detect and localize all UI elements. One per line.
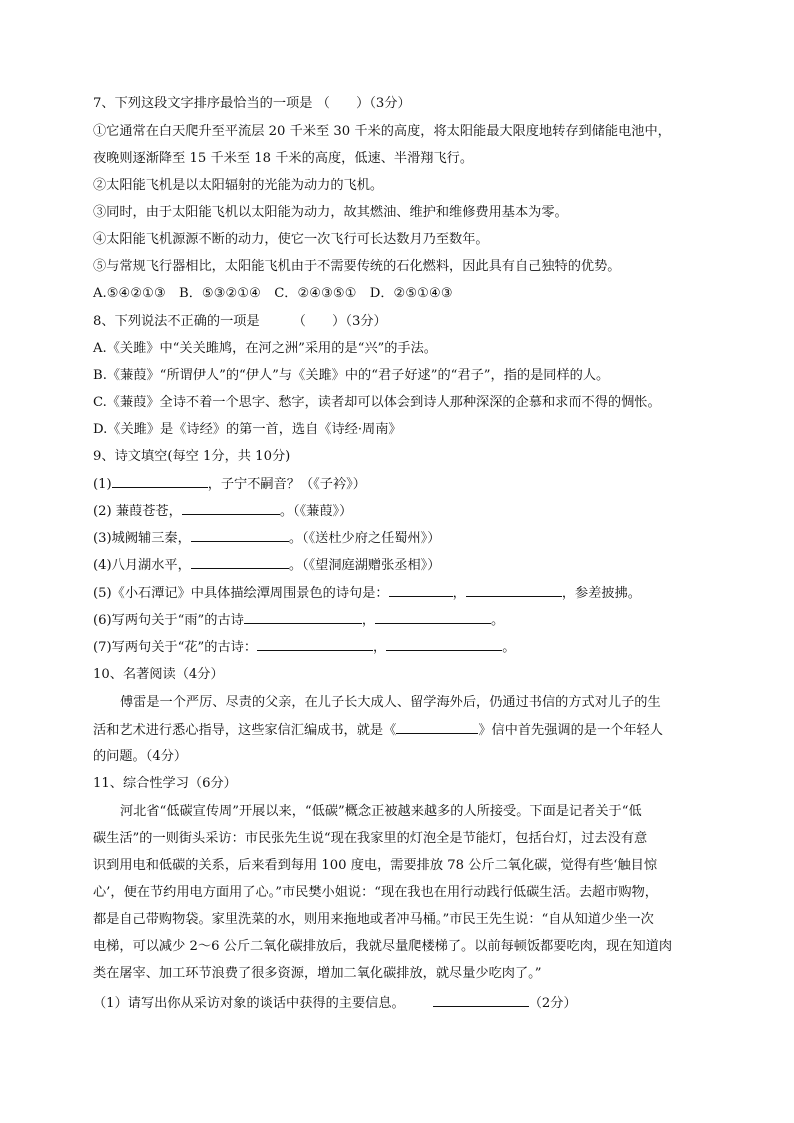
- q9-line-7-sep: ，: [373, 640, 387, 655]
- q10-title: 10、名著阅读（4分）: [93, 667, 224, 682]
- q9-line-1: [93, 475, 366, 494]
- q8-title: 8、下列说法不正确的一项是 （ ）（3分）: [93, 314, 387, 329]
- q7-sentence-1b: 夜晚则逐渐降至 15 千米至 18 千米的高度，低速、半滑翔飞行。: [93, 151, 474, 166]
- answer-blank[interactable]: [396, 721, 478, 734]
- answer-blank[interactable]: [112, 475, 208, 488]
- q8-option-c: C.《蒹葭》全诗不着一个思字、愁字，读者却可以体会到诗人那种深深的企慕和求而不得的惆怅。: [93, 395, 661, 410]
- q9-line-1-prefix: (1): [93, 477, 112, 492]
- q9-line-7-prefix: (7)写两句关于“花”的古诗：: [93, 640, 258, 655]
- q9-line-6-suffix: 。: [491, 613, 505, 628]
- q10-para-line-2: [93, 721, 663, 740]
- q9-line-4-prefix: (4)八月湖水平，: [93, 558, 191, 573]
- q11-para-line-3: 识到用电和低碳的关系，后来看到每用 100 度电，需要排放 78 公斤二氧化碳，觉得有些‘触目惊: [93, 858, 658, 873]
- q11-sub-question-1-score: （2分）: [528, 996, 577, 1011]
- q7-sentence-5: ⑤与常规飞行器相比，太阳能飞机由于不需要传统的石化燃料，因此具有自己独特的优势。: [93, 259, 621, 274]
- q9-line-5-prefix: (5)《小石潭记》中具体描绘潭周围景色的诗句是：: [93, 586, 389, 601]
- answer-blank[interactable]: [375, 611, 491, 624]
- q8-option-b: B.《蒹葭》“所谓伊人”的“伊人”与《关雎》中的“君子好逑”的“君子”，指的是同样的人。: [93, 368, 610, 383]
- q9-line-6: [93, 611, 504, 630]
- answer-blank[interactable]: [386, 638, 502, 651]
- q9-line-5-sep: ，: [452, 586, 466, 601]
- q9-line-6-prefix: (6)写两句关于“雨”的古诗: [93, 613, 244, 628]
- q11-title: 11、综合性学习（6分）: [93, 776, 237, 791]
- answer-blank[interactable]: [182, 502, 280, 515]
- q9-line-6-sep: ，: [361, 613, 376, 628]
- answer-blank[interactable]: [257, 638, 373, 651]
- q9-line-4: [93, 556, 440, 575]
- q9-line-3-prefix: (3)城阙辅三秦，: [93, 531, 191, 546]
- q11-para-line-7: 类在屠宰、加工环节浪费了很多资源，增加二氧化碳排放，就尽量少吃肉了。”: [93, 966, 542, 981]
- q7-sentence-1a: ①它通常在白天爬升至平流层 20 千米至 30 千米的高度，将太阳能最大限度地转存到储能电池中，: [93, 124, 671, 139]
- q9-line-3-suffix: 。（《送杜少府之任蜀州》）: [288, 531, 441, 546]
- q9-line-2-suffix: 。（《蒹葭》）: [279, 504, 353, 519]
- q9-line-3: [93, 529, 440, 548]
- q10-para-line-2-suffix: 》信中首先强调的是一个年轻人: [478, 723, 663, 738]
- q8-option-a: A.《关雎》中“关关雎鸠，在河之洲”采用的是“兴”的手法。: [93, 341, 437, 356]
- answer-blank[interactable]: [191, 556, 289, 569]
- answer-blank[interactable]: [389, 584, 453, 597]
- q7-sentence-3: ③同时，由于太阳能飞机以太阳能为动力，故其燃油、维护和维修费用基本为零。: [93, 205, 568, 220]
- q8-option-d: D.《关雎》是《诗经》的第一首，选自《诗经·周南》: [93, 422, 402, 437]
- q9-line-5-suffix: ，参差披拂。: [561, 586, 641, 601]
- q7-sentence-4: ④太阳能飞机源源不断的动力，使它一次飞行可长达数月乃至数年。: [93, 232, 489, 247]
- q11-para-line-2: 碳生活”的一则街头采访：市民张先生说“现在我家里的灯泡全是节能灯，包括台灯，过去没有意: [93, 831, 648, 846]
- q11-para-line-1: 河北省“低碳宣传周”开展以来，“低碳”概念正被越来越多的人所接受。下面是记者关于“低: [120, 804, 642, 819]
- q10-para-line-1: 傅雷是一个严厉、尽责的父亲，在儿子长大成人、留学海外后，仍通过书信的方式对儿子的生: [120, 695, 661, 710]
- q9-line-5: [93, 584, 641, 603]
- q9-line-2: [93, 502, 352, 521]
- q11-para-line-5: 都是自己带购物袋。家里洗菜的水，则用来拖地或者冲马桶。”市民王先生说：“自从知道少坐一次: [93, 912, 654, 927]
- q7-sentence-2: ②太阳能飞机是以太阳辐射的光能为动力的飞机。: [93, 178, 384, 193]
- q11-sub-question-1-prompt: （1）请写出你从采访对象的谈话中获得的主要信息。: [93, 996, 405, 1011]
- answer-blank[interactable]: [433, 994, 529, 1007]
- q7-options: A.⑤④②①③ B．⑤③②①④ C．②④③⑤① D．②⑤①④③: [93, 286, 453, 301]
- answer-blank[interactable]: [244, 611, 362, 624]
- q9-line-7-suffix: 。: [502, 640, 516, 655]
- q11-sub-question-1: [93, 994, 577, 1013]
- q9-line-4-suffix: 。（《望洞庭湖赠张丞相》）: [288, 558, 441, 573]
- q7-title: 7、下列这段文字排序最恰当的一项是 （ ）（3分）: [93, 96, 411, 111]
- answer-blank[interactable]: [466, 584, 562, 597]
- q11-para-line-4: 心’，便在节约用电方面用了心。”市民樊小姐说：“现在我也在用行动践行低碳生活。去超市购物，: [93, 885, 658, 900]
- q9-line-2-prefix: (2) 蒹葭苍苍，: [93, 504, 182, 519]
- q11-para-line-6: 电梯，可以减少 2～6 公斤二氧化碳排放后，我就尽量爬楼梯了。以前每顿饭都要吃肉，现在知道肉: [93, 939, 673, 954]
- q9-title: 9、诗文填空(每空 1分，共 10分): [93, 449, 291, 464]
- q9-line-7: [93, 638, 515, 657]
- q9-line-1-suffix: ，子宁不嗣音？（《子衿》）: [207, 477, 366, 492]
- answer-blank[interactable]: [191, 529, 289, 542]
- q10-para-line-2-prefix: 活和艺术进行悉心指导，这些家信汇编成书，就是《: [93, 723, 397, 738]
- q10-para-line-3: 的问题。（4分）: [93, 749, 188, 764]
